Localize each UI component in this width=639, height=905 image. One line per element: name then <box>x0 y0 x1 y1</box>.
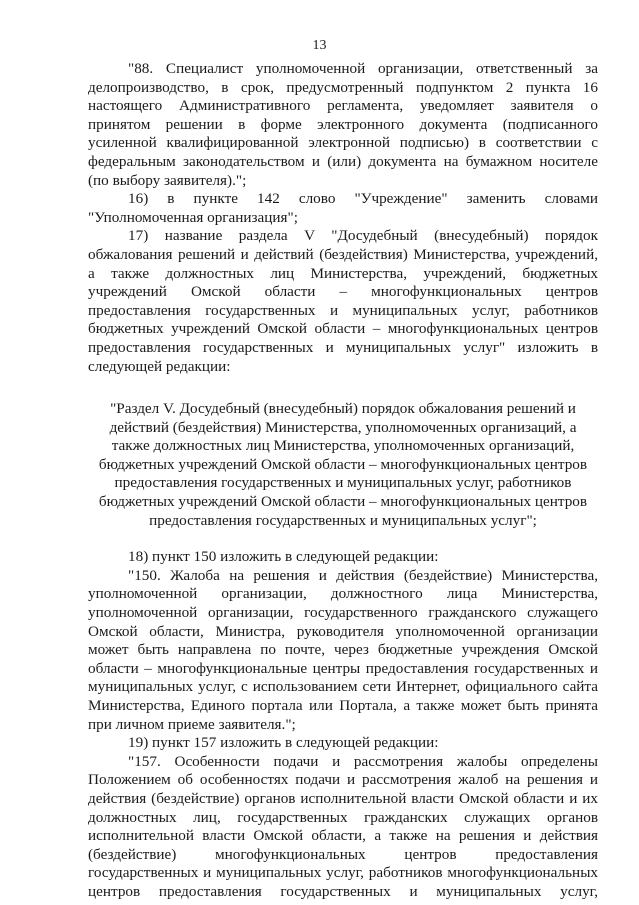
paragraph-item-16: 16) в пункте 142 слово "Учреждение" заменить словами "Уполномоченная организация"; <box>88 190 598 226</box>
page-number: 13 <box>312 38 327 53</box>
document-body <box>88 60 598 902</box>
paragraph-item-150: "150. Жалоба на решения и действия (бездействие) Министерства, уполномоченной организации, должностного лица Министерства, уполномоченной организации, государственного гражданского служащего Омской области, Министра, руководителя уполномоченной организации может быть направлена по почте, через бюджетные учреждения Омской области – многофункциональные центры предоставления государственных и муниципальных услуг, с использованием сети Интернет, официального сайта Министерства, Единого портала или Портала, а также может быть принята при личном приеме заявителя."; <box>88 566 598 733</box>
paragraph-item-18: 18) пункт 150 изложить в следующей редакции: <box>128 548 439 566</box>
paragraph-item-157: "157. Особенности подачи и рассмотрения жалобы определены Положением об особенностях подачи и рассмотрения жалоб на решения и действия (бездействие) органов исполнительной власти Омской области и их должностных лиц, государственных гражданских служащих органов исполнительной власти Омской области, а также на решения и действия (бездействие) многофункциональных центров предоставления государственных и муниципальных услуг, работников многофункциональных центров предоставления государственных и муниципальных услуг, <box>88 752 598 900</box>
paragraph-item-17: 17) название раздела V "Досудебный (внесудебный) порядок обжалования решений и действий (бездействия) Министерства, учреждений, а также должностных лиц Министерства, учреждений, бюджетных учреждений Омской области – многофункциональных центров предоставления государственных и муниципальных услуг, работников бюджетных учреждений Омской области – многофункциональных центров предоставления государственных и муниципальных услуг" изложить в следующей редакции: <box>88 227 598 375</box>
section-title-quote: "Раздел V. Досудебный (внесудебный) порядок обжалования решений и действий (бездействия) Министерства, уполномоченных организаций, а также должностных лиц Министерства, уполномоченных организаций, бюджетных учреждений Омской области – многофункциональных центров предоставления государственных и муниципальных услуг, работников бюджетных учреждений Омской области – многофункциональных центров предоставления государственных и муниципальных услуг"; <box>98 400 588 529</box>
paragraph-item-88: "88. Специалист уполномоченной организации, ответственный за делопроизводство, в срок, предусмотренный подпунктом 2 пункта 16 настоящего Административного регламента, уведомляет заявителя о принятом решении в форме электронного документа (подписанного усиленной квалифицированной электронной подписью) в соответствии с федеральным законодательством и (или) документа на бумажном носителе (по выбору заявителя)."; <box>88 60 598 189</box>
paragraph-item-19: 19) пункт 157 изложить в следующей редакции: <box>128 734 439 752</box>
